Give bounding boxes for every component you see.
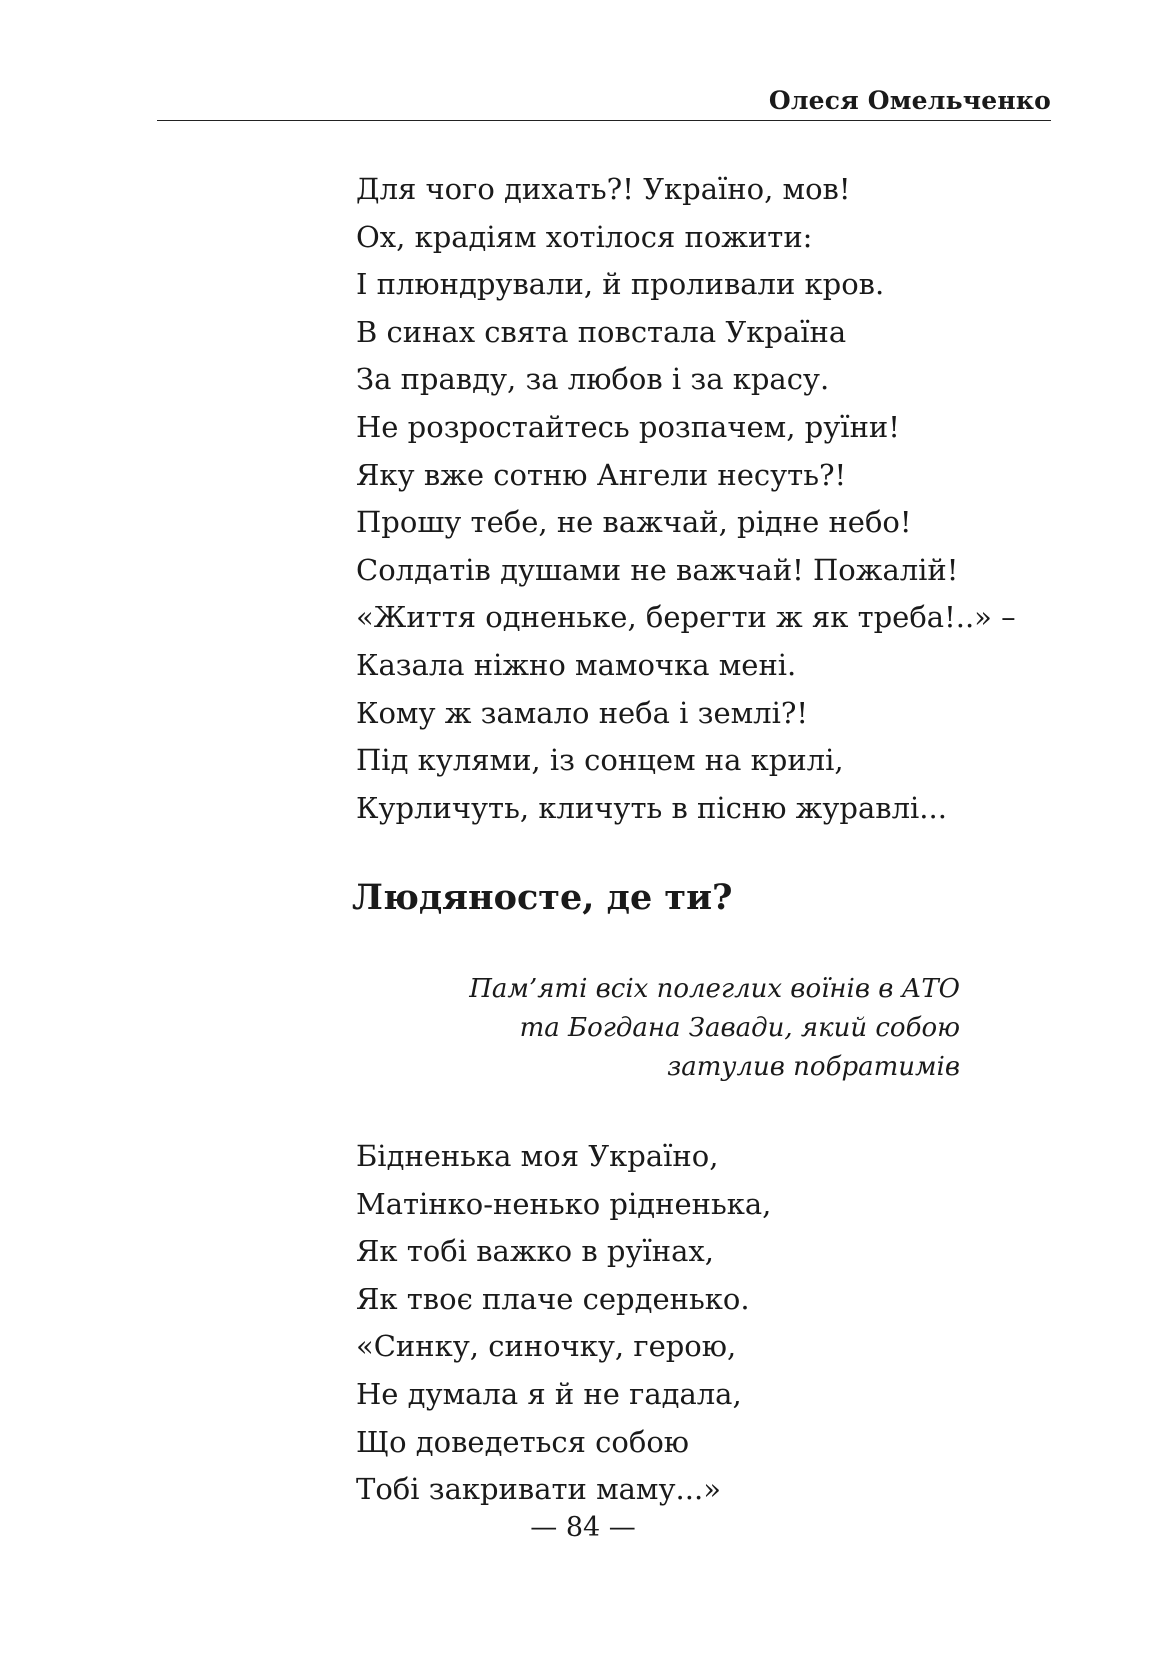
poem-body [356,1133,771,1514]
poem-title: Людяносте, де ти? [352,877,733,918]
poem-line: В синах свята повстала Україна [356,314,847,349]
poem-line: Що доведеться собою [356,1424,690,1459]
poem-line: Казала ніжно мамочка мені. [356,647,797,682]
poem-continuation [356,166,1016,832]
author-name: Олеся Омельченко [768,86,1051,115]
poem-line: Для чого дихать?! Україно, мов! [356,172,851,206]
page-number: — 84 — [530,1512,636,1543]
poem-line: Солдатів душами не важчай! Пожалій! [356,552,959,587]
poem-line: Не думала я й не гадала, [356,1376,742,1411]
poem-line: І плюндрували, й проливали кров. [356,267,885,302]
poem-line: Прошу тебе, не важчай, рідне небо! [356,505,912,540]
poem-line: Курличуть, кличуть в пісню журавлі... [356,790,947,825]
poem-line: Тобі закривати маму...» [356,1472,721,1507]
dedication-line: затулив побратимів [667,1052,960,1082]
poem-line: Матінко-ненько рідненька, [356,1186,772,1221]
dedication-line: Пам’яті всіх полеглих воїнів в АТО [469,974,960,1004]
dedication-line: та Богдана Завади, який собою [519,1013,960,1043]
poem-line: Бідненька моя Україно, [356,1139,719,1173]
poem-line: «Життя одненьке, берегти ж як треба!..» – [356,600,1016,635]
poem-line: Як твоє плаче серденько. [356,1281,750,1316]
poem-line: Яку вже сотню Ангели несуть?! [356,457,847,492]
poem-line: «Синку, синочку, герою, [356,1329,737,1364]
poem-line: За правду, за любов і за красу. [356,362,830,397]
poem-line: Ох, крадіям хотілося пожити: [356,219,813,254]
running-header [157,84,1051,121]
poem-line: Під кулями, із сонцем на крилі, [356,743,844,778]
poem-line: Не розростайтесь розпачем, руїни! [356,409,900,444]
poem-dedication [469,970,960,1087]
poem-line: Як тобі важко в руїнах, [356,1234,714,1269]
poem-line: Кому ж замало неба і землі?! [356,695,809,730]
